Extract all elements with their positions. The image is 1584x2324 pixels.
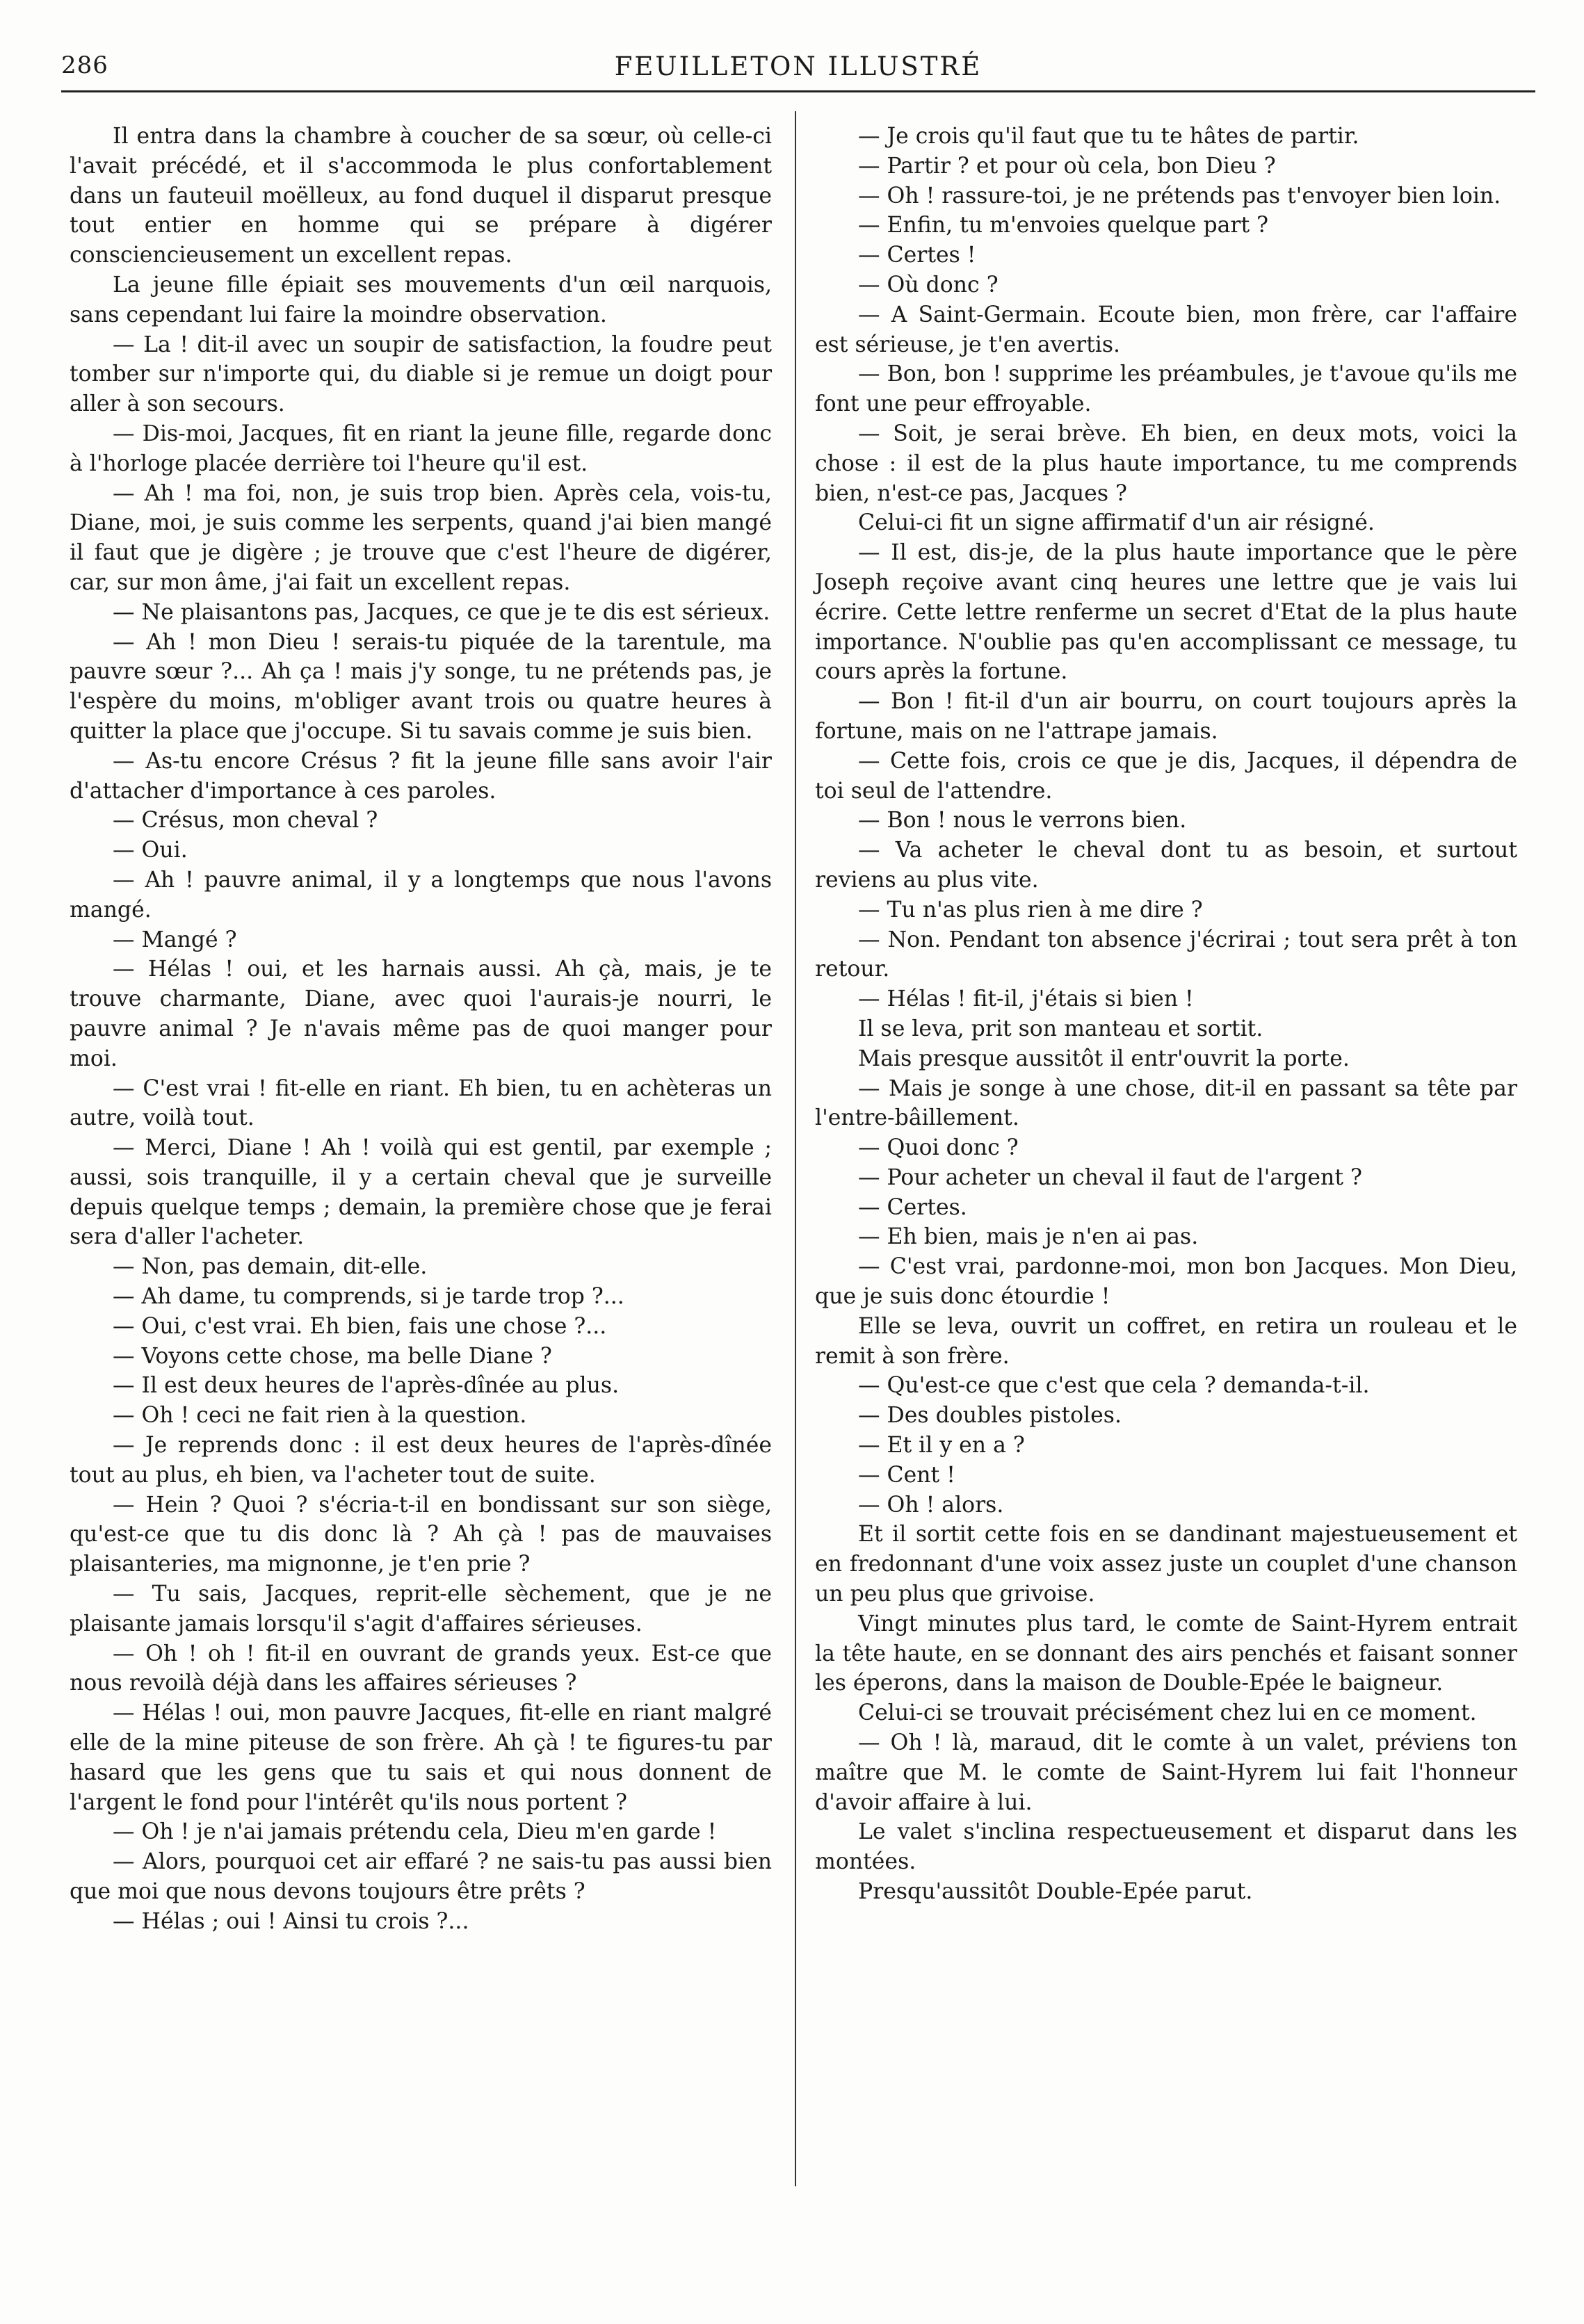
paragraph: — Ah ! mon Dieu ! serais-tu piquée de la tarentule, ma pauvre sœur ?... Ah ça ! mais j'y songe, tu ne prétends pas, je l'espère du moins, m'obliger avant trois ou quatre heures à quitter la place que j'occupe. Si tu savais comme je suis bien. [70, 629, 772, 744]
paragraph: Mais presque aussitôt il entr'ouvrit la porte. [858, 1046, 1350, 1071]
paragraph: — Oh ! là, maraud, dit le comte à un valet, préviens ton maître que M. le comte de Saint-Hyrem lui fait l'honneur d'avoir affaire à lui. [815, 1730, 1517, 1815]
column-divider [795, 111, 796, 2186]
paragraph: Celui-ci se trouvait précisément chez lui en ce moment. [858, 1700, 1477, 1726]
paragraph: — Et il y en a ? [858, 1433, 1025, 1458]
page-header [61, 49, 1535, 88]
paragraph: — C'est vrai, pardonne-moi, mon bon Jacques. Mon Dieu, que je suis donc étourdie ! [815, 1254, 1517, 1310]
paragraph: — Cette fois, crois ce que je dis, Jacques, il dépendra de toi seul de l'attendre. [815, 748, 1517, 804]
paragraph: — Ah dame, tu comprends, si je tarde trop ?... [113, 1284, 624, 1310]
paragraph: — Je reprends donc : il est deux heures de l'après-dînée tout au plus, eh bien, va l'acheter tout de suite. [70, 1433, 772, 1488]
paragraph: — Oh ! ceci ne fait rien à la question. [113, 1403, 527, 1429]
paragraph: — Bon, bon ! supprime les préambules, je t'avoue qu'ils me font une peur effroyable. [815, 361, 1517, 417]
paragraph: — Certes ! [858, 243, 976, 268]
paragraph: — As-tu encore Crésus ? fit la jeune fille sans avoir l'air d'attacher d'importance à ces paroles. [70, 748, 772, 804]
paragraph: — Pour acheter un cheval il faut de l'argent ? [858, 1164, 1362, 1190]
paragraph: — Bon ! fit-il d'un air bourru, on court toujours après la fortune, mais on ne l'attrape jamais. [815, 689, 1517, 744]
paragraph: Presqu'aussitôt Double-Epée parut. [858, 1879, 1253, 1905]
paragraph: — Quoi donc ? [858, 1135, 1019, 1161]
paragraph: — Non, pas demain, dit-elle. [113, 1254, 428, 1280]
paragraph: — C'est vrai ! fit-elle en riant. Eh bien, tu en achèteras un autre, voilà tout. [70, 1075, 772, 1131]
paragraph: Vingt minutes plus tard, le comte de Saint-Hyrem entrait la tête haute, en se donnant des airs penchés et faisant sonner les éperons, dans la maison de Double-Epée le baigneur. [815, 1611, 1517, 1696]
paragraph: La jeune fille épiait ses mouvements d'un œil narquois, sans cependant lui faire la moindre observation. [70, 272, 772, 327]
paragraph: — Soit, je serai brève. Eh bien, en deux mots, voici la chose : il est de la plus haute importance, tu me comprends bien, n'est-ce pas, Jacques ? [815, 421, 1517, 506]
paragraph: Le valet s'inclina respectueusement et disparut dans les montées. [815, 1819, 1517, 1875]
paragraph: — Merci, Diane ! Ah ! voilà qui est gentil, par exemple ; aussi, sois tranquille, il y a certain cheval que je surveille depuis quelque temps ; demain, la première chose que je ferai sera d'aller l'acheter. [70, 1135, 772, 1250]
right-column [815, 122, 1517, 1907]
paragraph: — Va acheter le cheval dont tu as besoin, et surtout reviens au plus vite. [815, 838, 1517, 893]
paragraph: — Non. Pendant ton absence j'écrirai ; tout sera prêt à ton retour. [815, 927, 1517, 982]
paragraph: Il se leva, prit son manteau et sortit. [858, 1016, 1263, 1041]
paragraph: — Eh bien, mais je n'en ai pas. [858, 1224, 1199, 1250]
paragraph: — Je crois qu'il faut que tu te hâtes de partir. [858, 124, 1359, 149]
paragraph: — Oh ! rassure-toi, je ne prétends pas t'envoyer bien loin. [858, 183, 1501, 209]
paragraph: — Oh ! oh ! fit-il en ouvrant de grands yeux. Est-ce que nous revoilà déjà dans les affaires sérieuses ? [70, 1641, 772, 1696]
paragraph: Elle se leva, ouvrit un coffret, en retira un rouleau et le remit à son frère. [815, 1313, 1517, 1369]
paragraph: — Tu n'as plus rien à me dire ? [858, 897, 1203, 923]
paragraph: Celui-ci fit un signe affirmatif d'un air résigné. [858, 510, 1375, 536]
paragraph: — Il est deux heures de l'après-dînée au plus. [113, 1373, 620, 1399]
paragraph: — Hélas ! oui, et les harnais aussi. Ah çà, mais, je te trouve charmante, Diane, avec quoi l'aurais-je nourri, le pauvre animal ? Je n'avais même pas de quoi manger pour moi. [70, 957, 772, 1071]
paragraph: — Bon ! nous le verrons bien. [858, 808, 1187, 834]
paragraph: — Oui. [113, 838, 188, 863]
paragraph: — Ah ! ma foi, non, je suis trop bien. Après cela, vois-tu, Diane, moi, je suis comme les serpents, quand j'ai bien mangé il faut que je digère ; je trouve que c'est l'heure de digérer, car, sur mon âme, j'ai fait un excellent repas. [70, 480, 772, 595]
paragraph: — Il est, dis-je, de la plus haute importance que le père Joseph reçoive avant cinq heures une lettre que je vais lui écrire. Cette lettre renferme un secret d'Etat de la plus haute importance. N'oublie pas qu'en accomplissant ce message, tu cours après la fortune. [815, 540, 1517, 685]
paragraph: — Hélas ; oui ! Ainsi tu crois ?... [113, 1908, 469, 1934]
paragraph: — Oh ! je n'ai jamais prétendu cela, Dieu m'en garde ! [113, 1819, 717, 1845]
paragraph: — Hélas ! fit-il, j'étais si bien ! [858, 986, 1194, 1012]
paragraph: — Enfin, tu m'envoies quelque part ? [858, 213, 1269, 238]
paragraph: — Où donc ? [858, 272, 999, 298]
paragraph: — La ! dit-il avec un soupir de satisfaction, la foudre peut tomber sur n'importe qui, du diable si je remue un doigt pour aller à son secours. [70, 332, 772, 417]
paragraph: — Mais je songe à une chose, dit-il en passant sa tête par l'entre-bâillement. [815, 1075, 1517, 1131]
paragraph: — Partir ? et pour où cela, bon Dieu ? [858, 153, 1276, 179]
paragraph: — Ah ! pauvre animal, il y a longtemps que nous l'avons mangé. [70, 867, 772, 923]
paragraph: — Ne plaisantons pas, Jacques, ce que je te dis est sérieux. [113, 599, 770, 625]
running-title: FEUILLETON ILLUSTRÉ [614, 51, 983, 81]
paragraph: — Voyons cette chose, ma belle Diane ? [113, 1343, 552, 1369]
paragraph: — Cent ! [858, 1462, 955, 1488]
header-rule [61, 90, 1535, 92]
page-number: 286 [61, 51, 108, 79]
paragraph: Il entra dans la chambre à coucher de sa sœur, où celle-ci l'avait précédé, et il s'accommoda le plus confortablement dans un fauteuil moëlleux, au fond duquel il disparut presque tout entier en homme qui se prépare à digérer consciencieusement un excellent repas. [70, 124, 772, 268]
paragraph: — Oui, c'est vrai. Eh bien, fais une chose ?... [113, 1313, 607, 1339]
paragraph: — Des doubles pistoles. [858, 1403, 1122, 1429]
paragraph: — Oh ! alors. [858, 1492, 1004, 1518]
left-column [70, 122, 772, 1937]
paragraph: — Crésus, mon cheval ? [113, 808, 378, 834]
paragraph: — Alors, pourquoi cet air effaré ? ne sais-tu pas aussi bien que moi que nous devons toujours être prêts ? [70, 1849, 772, 1905]
paragraph: — Qu'est-ce que c'est que cela ? demanda-t-il. [858, 1373, 1370, 1399]
paragraph: — Mangé ? [113, 927, 237, 952]
paragraph: — A Saint-Germain. Ecoute bien, mon frère, car l'affaire est sérieuse, je t'en avertis. [815, 302, 1517, 357]
paragraph: — Hein ? Quoi ? s'écria-t-il en bondissant sur son siège, qu'est-ce que tu dis donc là ? Ah çà ! pas de mauvaises plaisanteries, ma mignonne, je t'en prie ? [70, 1492, 772, 1577]
paragraph: — Tu sais, Jacques, reprit-elle sèchement, que je ne plaisante jamais lorsqu'il s'agit d'affaires sérieuses. [70, 1582, 772, 1636]
paragraph: — Certes. [858, 1194, 967, 1220]
paragraph: Et il sortit cette fois en se dandinant majestueusement et en fredonnant d'une voix assez juste un couplet d'une chanson un peu plus que grivoise. [815, 1522, 1517, 1607]
paragraph: — Hélas ! oui, mon pauvre Jacques, fit-elle en riant malgré elle de la mine piteuse de son frère. Ah çà ! te figures-tu par hasard que les gens que tu sais et qui nous donnent de l'argent le fond pour l'intérêt qu'ils nous portent ? [70, 1700, 772, 1815]
paragraph: — Dis-moi, Jacques, fit en riant la jeune fille, regarde donc à l'horloge placée derrière toi l'heure qu'il est. [70, 421, 772, 476]
